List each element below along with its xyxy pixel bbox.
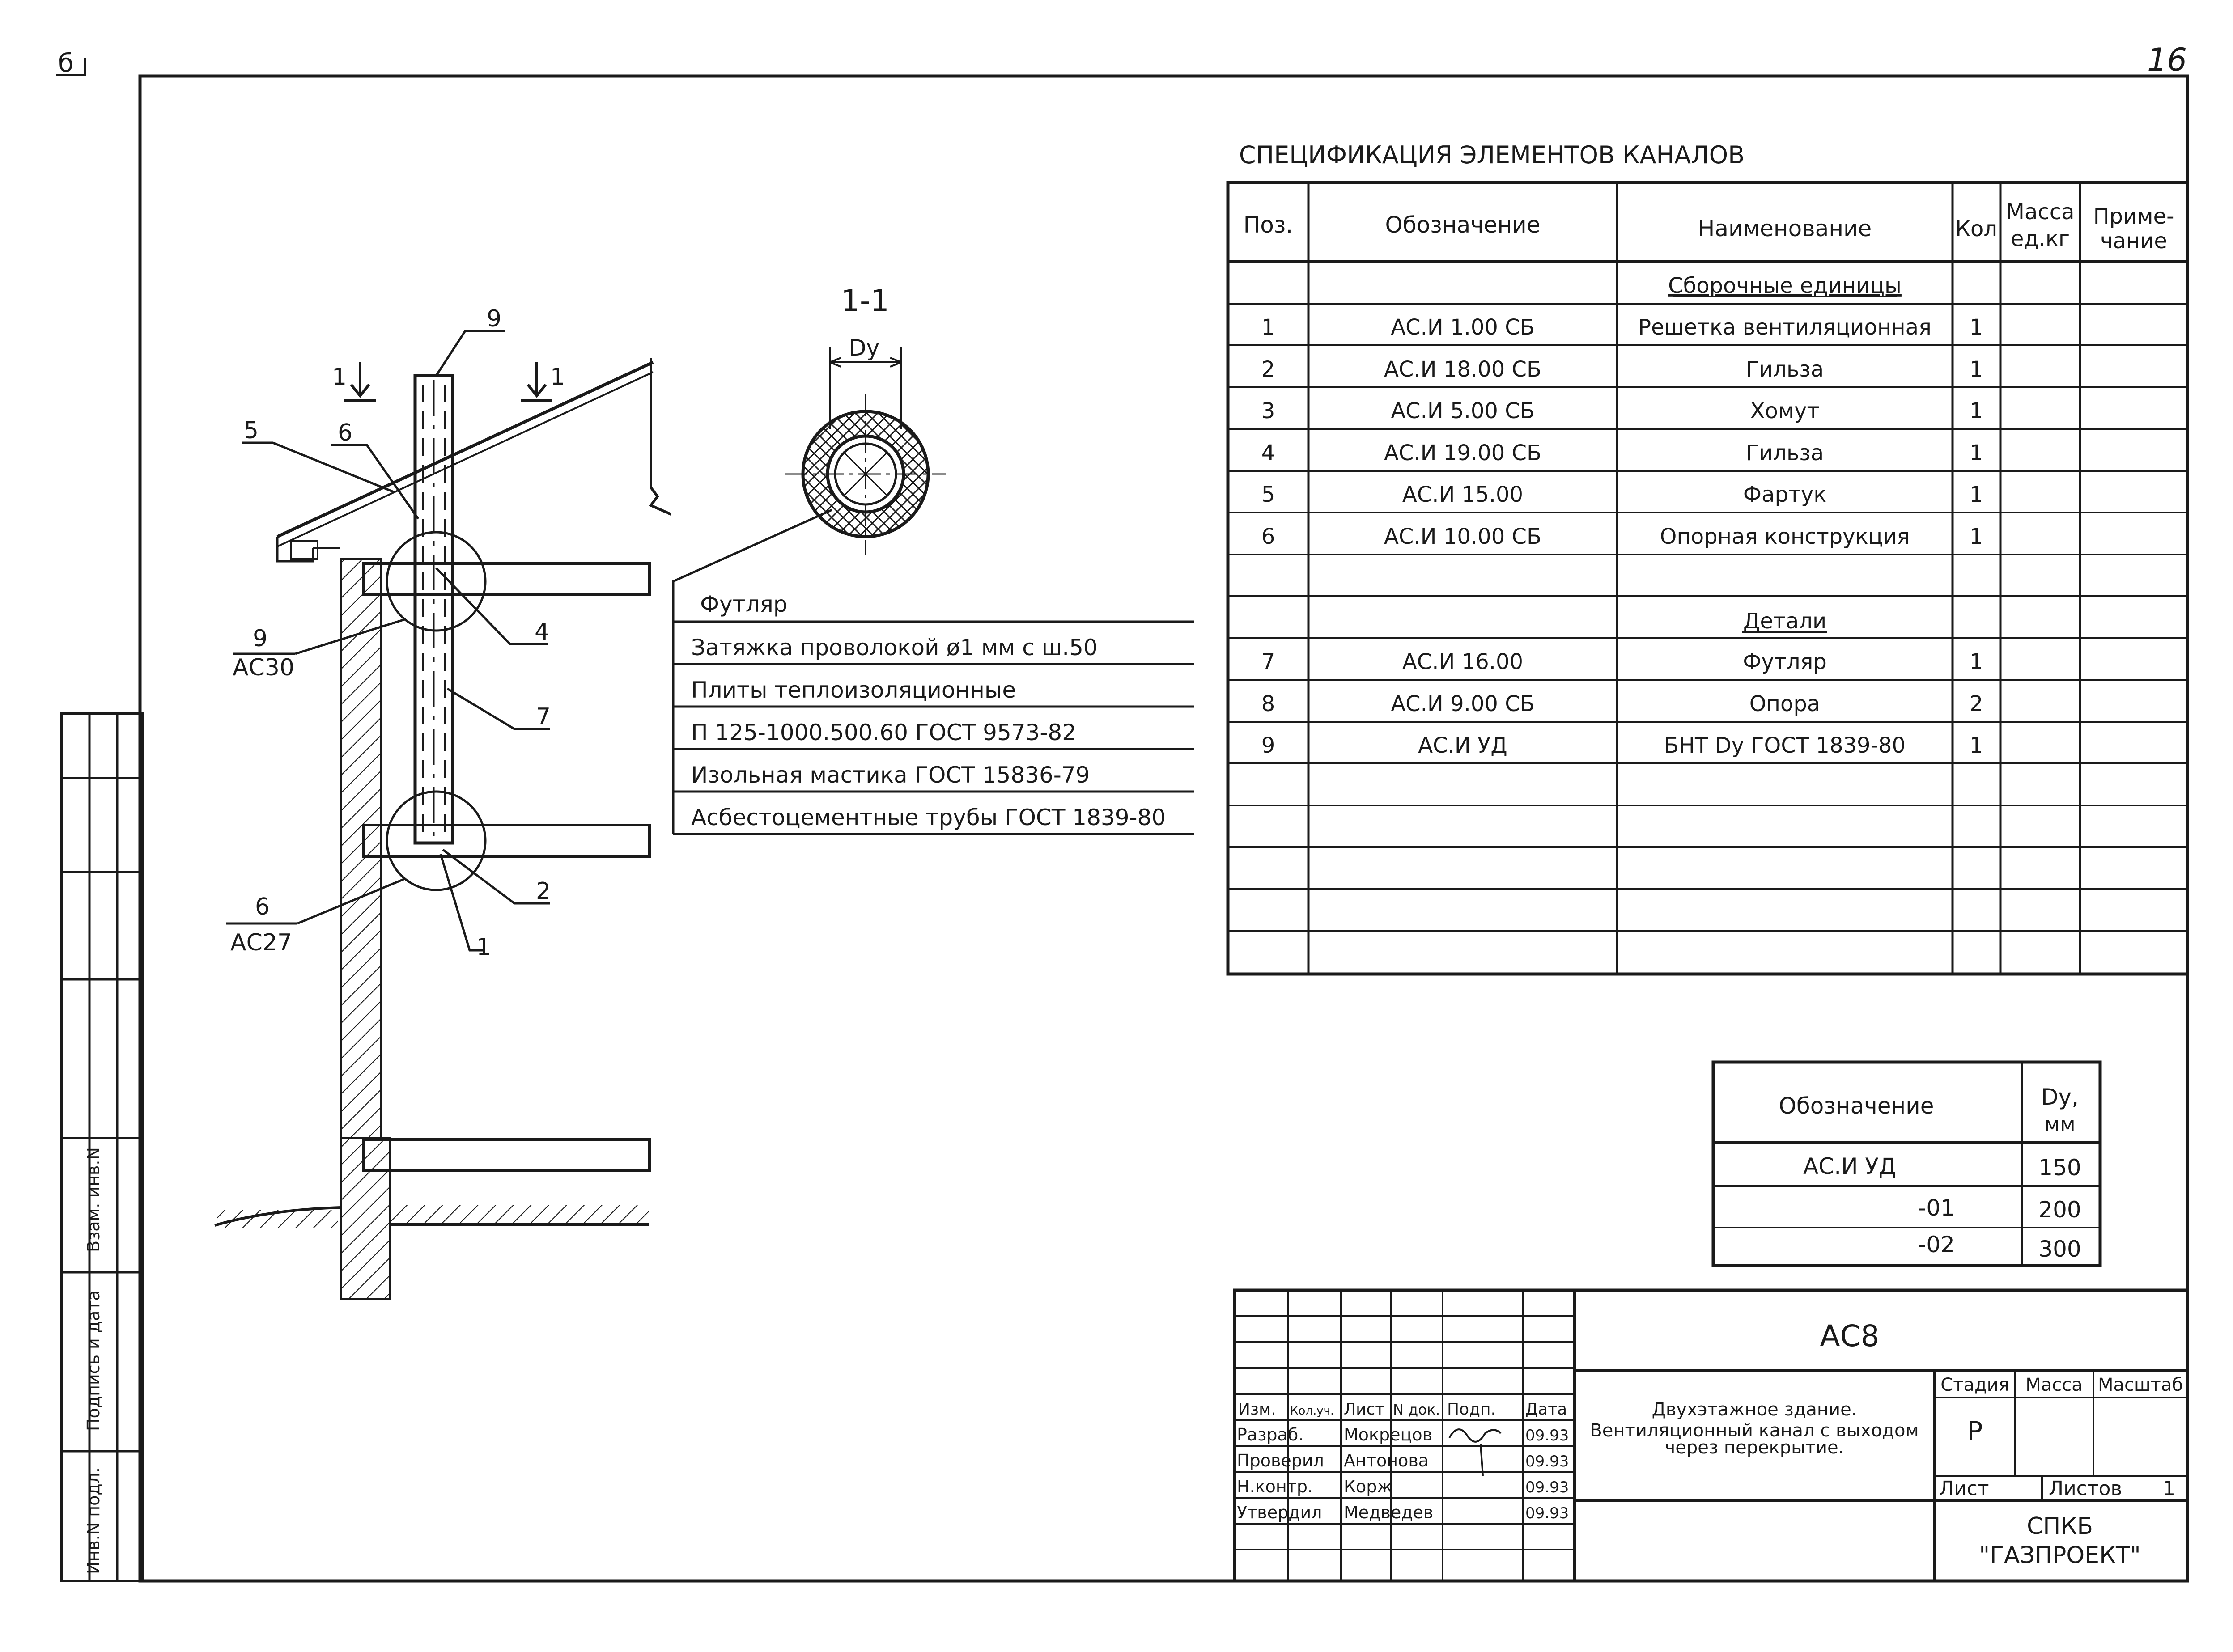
tb-name-3: Корж [1344, 1477, 1392, 1496]
row-3-name: Хомут [1750, 398, 1820, 424]
tb-org-2: "ГАЗПРОЕКТ" [1979, 1542, 2141, 1569]
tb-date-3: 09.93 [1525, 1478, 1569, 1496]
leader-notes [673, 591, 1194, 834]
tb-role-2: Проверил [1237, 1451, 1324, 1470]
table-row [1261, 733, 1983, 758]
row-6-name: Опорная конструкция [1660, 524, 1910, 549]
row-8-name: Опора [1749, 691, 1821, 716]
spec-section-assembly: Сборочные единицы [1668, 273, 1902, 298]
side-stamp [62, 713, 142, 1581]
row-7-name: Футляр [1743, 649, 1827, 674]
row-1-qty: 1 [1969, 315, 1983, 340]
row-7-qty: 1 [1969, 649, 1983, 674]
row-9-pos: 9 [1261, 733, 1275, 758]
row-2-name: Гильза [1745, 357, 1824, 382]
corner-mark: б [58, 49, 74, 78]
tb-col-kolych: Кол.уч. [1290, 1404, 1334, 1418]
tb-sheets-value: 1 [2163, 1477, 2175, 1500]
row-9-qty: 1 [1969, 733, 1983, 758]
table-row [1261, 357, 1983, 382]
row-4-name: Гильза [1745, 441, 1824, 466]
spec-header-mass-1: Масса [2006, 199, 2075, 225]
row-4-designation: АС.И 19.00 СБ [1384, 441, 1541, 466]
table-row [1261, 441, 1983, 466]
row-5-name: Фартук [1743, 482, 1827, 507]
spec-header-qty: Кол [1955, 216, 1998, 241]
ref-6: 6 [255, 894, 270, 920]
ref-ac30: АС30 [233, 654, 295, 681]
row-9-name: БНТ Dy ГОСТ 1839-80 [1664, 733, 1906, 758]
note-1: Затяжка проволокой ø1 мм с ш.50 [691, 635, 1098, 661]
dy-table [1713, 1062, 2100, 1266]
note-5: Асбестоцементные трубы ГОСТ 1839-80 [691, 805, 1166, 830]
row-9-designation: АС.И УД [1418, 733, 1507, 758]
row-8-designation: АС.И 9.00 СБ [1391, 691, 1535, 716]
side-label-replace: Взам. инв.N [84, 1147, 103, 1252]
callout-1: 1 [476, 934, 492, 961]
callout-6-top: 6 [338, 419, 353, 446]
table-row [1918, 1232, 2081, 1262]
spec-header-name: Наименование [1698, 216, 1872, 241]
row-3-designation: АС.И 5.00 СБ [1391, 398, 1535, 424]
table-row [1237, 1503, 1569, 1522]
cut-mark-left: 1 [332, 364, 347, 390]
dy-row-3-value: 300 [2038, 1236, 2081, 1262]
table-row [1803, 1153, 2081, 1181]
table-row [1261, 691, 1983, 716]
spec-header-note-2: чание [2100, 229, 2167, 254]
table-row [1237, 1451, 1569, 1470]
row-6-qty: 1 [1969, 524, 1983, 549]
callout-7: 7 [536, 703, 551, 730]
row-3-pos: 3 [1261, 398, 1275, 424]
note-0: Футляр [700, 591, 788, 617]
side-label-inv: Инв.N подл. [84, 1467, 103, 1574]
slab-middle [363, 825, 650, 856]
tb-role-4: Утвердил [1237, 1503, 1322, 1522]
tb-org-1: СПКБ [2026, 1513, 2093, 1540]
section-1-1 [673, 284, 946, 622]
tb-role-1: Разраб. [1237, 1425, 1304, 1444]
tb-stage-label: Стадия [1940, 1375, 2009, 1395]
row-2-designation: АС.И 18.00 СБ [1384, 357, 1541, 382]
note-2: Плиты теплоизоляционные [691, 677, 1016, 703]
dy-header-designation: Обозначение [1779, 1093, 1934, 1119]
callout-4: 4 [535, 618, 550, 645]
row-7-designation: АС.И 16.00 [1402, 649, 1524, 674]
row-8-qty: 2 [1969, 691, 1983, 716]
dy-row-1-designation: АС.И УД [1803, 1153, 1896, 1179]
table-row [1261, 398, 1983, 424]
dy-header-dy-2: мм [2044, 1112, 2076, 1136]
spec-section-details: Детали [1743, 609, 1827, 634]
row-8-pos: 8 [1261, 691, 1275, 716]
callout-5: 5 [244, 417, 259, 444]
dy-row-2-designation: -01 [1918, 1195, 1955, 1221]
row-2-pos: 2 [1261, 357, 1275, 382]
spec-title: СПЕЦИФИКАЦИЯ ЭЛЕМЕНТОВ КАНАЛОВ [1239, 141, 1745, 169]
tb-stage-value: Р [1967, 1416, 1983, 1446]
tb-col-ndok: N док. [1393, 1401, 1440, 1418]
table-row [1237, 1477, 1569, 1496]
tb-col-podp: Подп. [1447, 1400, 1496, 1419]
tb-date-1: 09.93 [1525, 1427, 1569, 1444]
table-row [1261, 524, 1983, 549]
cut-mark-right: 1 [550, 364, 565, 390]
row-5-designation: АС.И 15.00 [1402, 482, 1524, 507]
tb-date-4: 09.93 [1525, 1504, 1569, 1522]
exterior-wall [341, 559, 381, 1138]
tb-date-2: 09.93 [1525, 1453, 1569, 1470]
note-4: Изольная мастика ГОСТ 15836-79 [691, 762, 1090, 788]
tb-col-izm: Изм. [1238, 1400, 1276, 1419]
row-4-pos: 4 [1261, 441, 1275, 466]
tb-name-1: Мокрецов [1344, 1425, 1432, 1444]
ref-9: 9 [253, 625, 268, 652]
table-row [1261, 482, 1983, 507]
table-row [1261, 649, 1983, 674]
spec-table [1228, 141, 2187, 974]
row-2-qty: 1 [1969, 357, 1983, 382]
dy-label: Dy [849, 335, 880, 361]
title-block [1235, 1290, 2187, 1581]
row-1-name: Решетка вентиляционная [1638, 315, 1932, 340]
row-3-qty: 1 [1969, 398, 1983, 424]
slab-upper [363, 563, 650, 595]
signature-mark [1449, 1429, 1501, 1476]
row-1-designation: АС.И 1.00 СБ [1391, 315, 1535, 340]
slab-ground [363, 1139, 650, 1171]
tb-col-data: Дата [1525, 1400, 1567, 1419]
tb-scale-label: Масштаб [2097, 1375, 2183, 1395]
tb-code: АС8 [1820, 1319, 1880, 1353]
tb-desc-2: Вентиляционный канал с выходом [1590, 1420, 1919, 1441]
foundation [341, 1138, 390, 1299]
spec-row-lines [1228, 304, 2187, 931]
tb-mass-label: Масса [2025, 1375, 2083, 1395]
tb-col-list: Лист [1344, 1400, 1385, 1419]
note-3: П 125-1000.500.60 ГОСТ 9573-82 [691, 720, 1077, 746]
tb-name-4: Медведев [1344, 1503, 1434, 1522]
row-7-pos: 7 [1261, 649, 1275, 674]
spec-header-pos: Поз. [1243, 212, 1293, 238]
tb-sheet-label: Лист [1939, 1477, 1989, 1500]
section-label: 1-1 [841, 284, 889, 318]
spec-header-designation: Обозначение [1385, 212, 1541, 238]
building-section [215, 305, 671, 1299]
row-6-pos: 6 [1261, 524, 1275, 549]
spec-header-note-1: Приме- [2093, 204, 2174, 229]
table-row [1918, 1195, 2081, 1223]
table-row [1237, 1425, 1569, 1444]
dy-header-dy-1: Dy, [2041, 1084, 2079, 1110]
side-label-sign: Подпись и дата [84, 1290, 103, 1431]
callout-2: 2 [536, 878, 551, 905]
row-5-qty: 1 [1969, 482, 1983, 507]
row-4-qty: 1 [1969, 441, 1983, 466]
spec-header-mass-2: ед.кг [2010, 226, 2070, 251]
tb-role-3: Н.контр. [1237, 1477, 1313, 1496]
dy-row-2-value: 200 [2038, 1197, 2081, 1223]
dy-row-3-designation: -02 [1918, 1232, 1955, 1258]
tb-desc-1: Двухэтажное здание. [1651, 1399, 1857, 1420]
tb-name-2: Антонова [1344, 1451, 1429, 1470]
row-6-designation: АС.И 10.00 СБ [1384, 524, 1541, 549]
dy-row-1-value: 150 [2038, 1155, 2081, 1181]
sheet-number: 16 [2147, 42, 2187, 78]
ref-ac27: АС27 [230, 929, 293, 956]
tb-desc-3: через перекрытие. [1664, 1437, 1844, 1458]
table-row [1261, 315, 1983, 340]
row-1-pos: 1 [1261, 315, 1275, 340]
tb-sheets-label: Листов [2049, 1477, 2123, 1500]
row-5-pos: 5 [1261, 482, 1275, 507]
callout-9-top: 9 [487, 305, 502, 332]
